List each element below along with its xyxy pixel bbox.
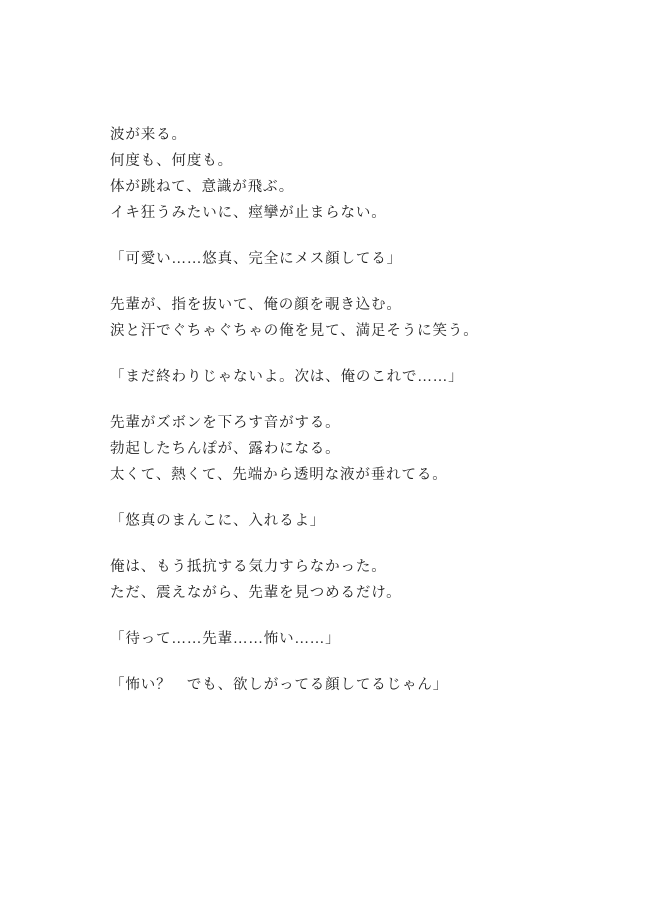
text-line: 太くて、熱くて、先端から透明な液が垂れてる。 [110,467,448,483]
paragraph [110,122,580,226]
text-line: 「悠真のまんこに、入れるよ」 [110,513,326,529]
text-line: 俺は、もう抵抗する気力すらなかった。 [110,559,387,575]
text-line: 「可愛い……悠真、完全にメス顔してる」 [110,251,403,267]
paragraph [110,246,580,272]
text-line: イキ狂うみたいに、痙攣が止まらない。 [110,205,387,221]
text-line: 涙と汗でぐちゃぐちゃの俺を見て、満足そうに笑う。 [110,323,479,339]
text-line: 「怖い？ でも、欲しがってる顔してるじゃん」 [110,677,449,693]
text-line: 体が跳ねて、意識が飛ぶ。 [110,179,295,195]
paragraph [110,508,580,534]
paragraph [110,672,580,698]
paragraph [110,626,580,652]
text-line: 「まだ終わりじゃないよ。次は、俺のこれで……」 [110,369,464,385]
paragraph [110,364,580,390]
paragraph [110,554,580,606]
text-line: 先輩がズボンを下ろす音がする。 [110,415,341,431]
text-line: 「待って……先輩……怖い……」 [110,631,341,647]
paragraph [110,292,580,344]
text-line: 波が来る。 [110,127,187,143]
text-line: 勃起したちんぽが、露わになる。 [110,441,341,457]
text-line: ただ、震えながら、先輩を見つめるだけ。 [110,585,402,601]
document-text-body [110,122,580,718]
paragraph [110,410,580,488]
text-line: 何度も、何度も。 [110,153,233,169]
text-line: 先輩が、指を抜いて、俺の顔を覗き込む。 [110,297,402,313]
